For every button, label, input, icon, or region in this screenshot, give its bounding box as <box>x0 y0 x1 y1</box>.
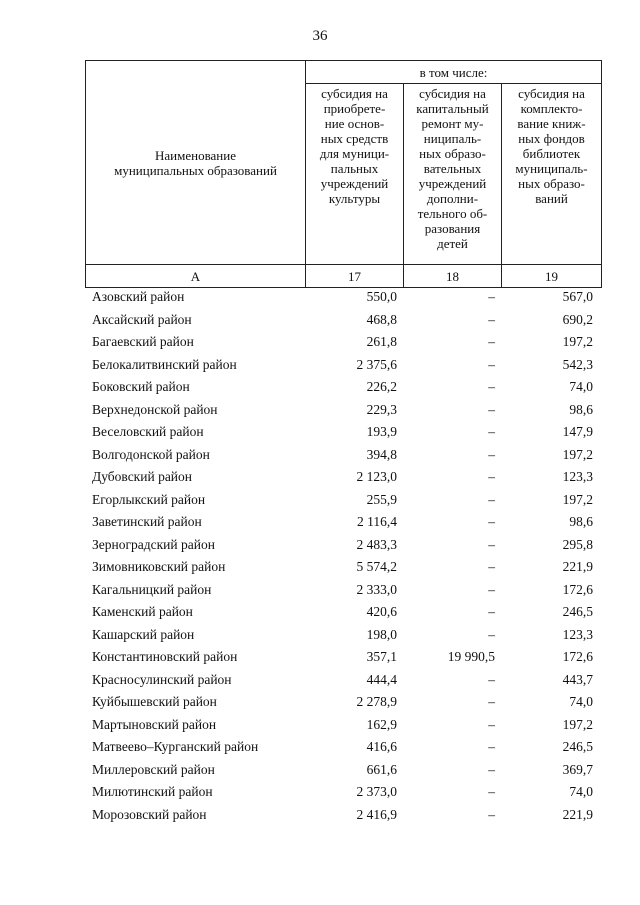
row-name: Верхнедонской район <box>92 401 218 417</box>
value-col-17: 261,8 <box>366 334 397 350</box>
table-row <box>85 556 601 579</box>
value-col-18: – <box>488 626 495 642</box>
value-col-17: 550,0 <box>366 289 397 305</box>
table-row <box>85 331 601 354</box>
row-name: Азовский район <box>92 289 185 305</box>
row-name: Каменский район <box>92 604 193 620</box>
header-col-19: субсидия на комплекто- вание книж- ных фондов библиотек муниципаль- ных образо- ваний <box>502 84 602 265</box>
value-col-17: 420,6 <box>366 604 397 620</box>
value-col-17: 193,9 <box>366 424 397 440</box>
value-col-17: 416,6 <box>366 739 397 755</box>
value-col-19: 98,6 <box>569 401 593 417</box>
value-col-19: 123,3 <box>562 626 593 642</box>
data-table <box>85 286 601 826</box>
value-col-18: – <box>488 424 495 440</box>
value-col-17: 162,9 <box>366 716 397 732</box>
value-col-17: 2 375,6 <box>356 356 397 372</box>
value-col-17: 2 483,3 <box>356 536 397 552</box>
value-col-18: – <box>488 604 495 620</box>
value-col-18: – <box>488 469 495 485</box>
value-col-19: 74,0 <box>569 694 593 710</box>
value-col-18: – <box>488 739 495 755</box>
row-name: Багаевский район <box>92 334 194 350</box>
table-row <box>85 511 601 534</box>
row-name: Волгодонской район <box>92 446 210 462</box>
value-col-17: 444,4 <box>366 671 397 687</box>
value-col-17: 198,0 <box>366 626 397 642</box>
value-col-18: – <box>488 716 495 732</box>
value-col-18: – <box>488 671 495 687</box>
header-name-column: Наименование муниципальных образований <box>86 61 306 265</box>
table-row <box>85 444 601 467</box>
table-row <box>85 781 601 804</box>
table-row <box>85 736 601 759</box>
value-col-18: – <box>488 356 495 372</box>
table-row <box>85 601 601 624</box>
table-row <box>85 376 601 399</box>
value-col-18: – <box>488 311 495 327</box>
value-col-19: 567,0 <box>562 289 593 305</box>
value-col-17: 661,6 <box>366 761 397 777</box>
value-col-17: 226,2 <box>366 379 397 395</box>
row-name: Зимовниковский район <box>92 559 226 575</box>
value-col-18: – <box>488 289 495 305</box>
table-row <box>85 399 601 422</box>
table-row <box>85 624 601 647</box>
header-group-label: в том числе: <box>306 61 602 84</box>
table-row <box>85 759 601 782</box>
value-col-17: 2 333,0 <box>356 581 397 597</box>
value-col-17: 229,3 <box>366 401 397 417</box>
row-name: Красносулинский район <box>92 671 232 687</box>
value-col-18: – <box>488 761 495 777</box>
value-col-17: 394,8 <box>366 446 397 462</box>
row-name: Боковский район <box>92 379 190 395</box>
table-row <box>85 309 601 332</box>
row-name: Миллеровский район <box>92 761 215 777</box>
table-row <box>85 354 601 377</box>
value-col-19: 246,5 <box>562 604 593 620</box>
value-col-18: – <box>488 559 495 575</box>
page-number: 36 <box>312 28 328 44</box>
row-name: Кашарский район <box>92 626 195 642</box>
value-col-19: 221,9 <box>562 806 593 822</box>
table-row <box>85 489 601 512</box>
row-name: Белокалитвинский район <box>92 356 237 372</box>
row-name: Куйбышевский район <box>92 694 217 710</box>
table-header <box>85 60 602 288</box>
value-col-18: – <box>488 334 495 350</box>
table-row <box>85 691 601 714</box>
value-col-19: 443,7 <box>562 671 593 687</box>
table-row <box>85 714 601 737</box>
value-col-19: 172,6 <box>562 649 593 665</box>
value-col-17: 357,1 <box>366 649 397 665</box>
value-col-19: 221,9 <box>562 559 593 575</box>
row-name: Егорлыкский район <box>92 491 206 507</box>
value-col-17: 2 116,4 <box>357 514 397 530</box>
value-col-17: 2 123,0 <box>356 469 397 485</box>
value-col-19: 542,3 <box>562 356 593 372</box>
row-name: Константиновский район <box>92 649 238 665</box>
header-index-19: 19 <box>502 265 602 288</box>
value-col-17: 255,9 <box>366 491 397 507</box>
value-col-17: 5 574,2 <box>356 559 397 575</box>
value-col-19: 197,2 <box>562 446 593 462</box>
value-col-19: 197,2 <box>562 334 593 350</box>
value-col-19: 246,5 <box>562 739 593 755</box>
value-col-19: 197,2 <box>562 491 593 507</box>
value-col-18: – <box>488 491 495 507</box>
row-name: Мартыновский район <box>92 716 217 732</box>
header-index-17: 17 <box>306 265 404 288</box>
value-col-19: 98,6 <box>569 514 593 530</box>
row-name: Заветинский район <box>92 514 202 530</box>
value-col-19: 147,9 <box>562 424 593 440</box>
value-col-18: – <box>488 784 495 800</box>
table-row <box>85 804 601 827</box>
table-row <box>85 466 601 489</box>
table-row <box>85 669 601 692</box>
row-name: Зерноградский район <box>92 536 215 552</box>
row-name: Аксайский район <box>92 311 192 327</box>
value-col-19: 172,6 <box>562 581 593 597</box>
value-col-17: 468,8 <box>366 311 397 327</box>
header-col-17: субсидия на приобрете- ние основ- ных средств для муници- пальных учреждений культуры <box>306 84 404 265</box>
header-index-18: 18 <box>404 265 502 288</box>
value-col-18: – <box>488 446 495 462</box>
value-col-19: 74,0 <box>569 784 593 800</box>
value-col-18: – <box>488 581 495 597</box>
value-col-19: 197,2 <box>562 716 593 732</box>
row-name: Милютинский район <box>92 784 213 800</box>
value-col-19: 369,7 <box>562 761 593 777</box>
value-col-18: – <box>488 806 495 822</box>
header-index-a: А <box>86 265 306 288</box>
row-name: Дубовский район <box>92 469 193 485</box>
table-row <box>85 286 601 309</box>
value-col-17: 2 416,9 <box>356 806 397 822</box>
table-row <box>85 579 601 602</box>
table-row <box>85 646 601 669</box>
value-col-18: – <box>488 401 495 417</box>
value-col-18: – <box>488 694 495 710</box>
value-col-19: 690,2 <box>562 311 593 327</box>
value-col-18: 19 990,5 <box>447 649 495 665</box>
value-col-18: – <box>488 379 495 395</box>
value-col-18: – <box>488 536 495 552</box>
table-row <box>85 534 601 557</box>
row-name: Кагальницкий район <box>92 581 212 597</box>
row-name: Морозовский район <box>92 806 207 822</box>
value-col-17: 2 373,0 <box>356 784 397 800</box>
value-col-17: 2 278,9 <box>356 694 397 710</box>
value-col-19: 74,0 <box>569 379 593 395</box>
value-col-19: 123,3 <box>562 469 593 485</box>
row-name: Веселовский район <box>92 424 204 440</box>
row-name: Матвеево–Курганский район <box>92 739 259 755</box>
header-col-18: субсидия на капитальный ремонт му- ниципаль- ных образо- вательных учреждений дополни- тельного об- разования детей <box>404 84 502 265</box>
table-row <box>85 421 601 444</box>
value-col-18: – <box>488 514 495 530</box>
value-col-19: 295,8 <box>562 536 593 552</box>
